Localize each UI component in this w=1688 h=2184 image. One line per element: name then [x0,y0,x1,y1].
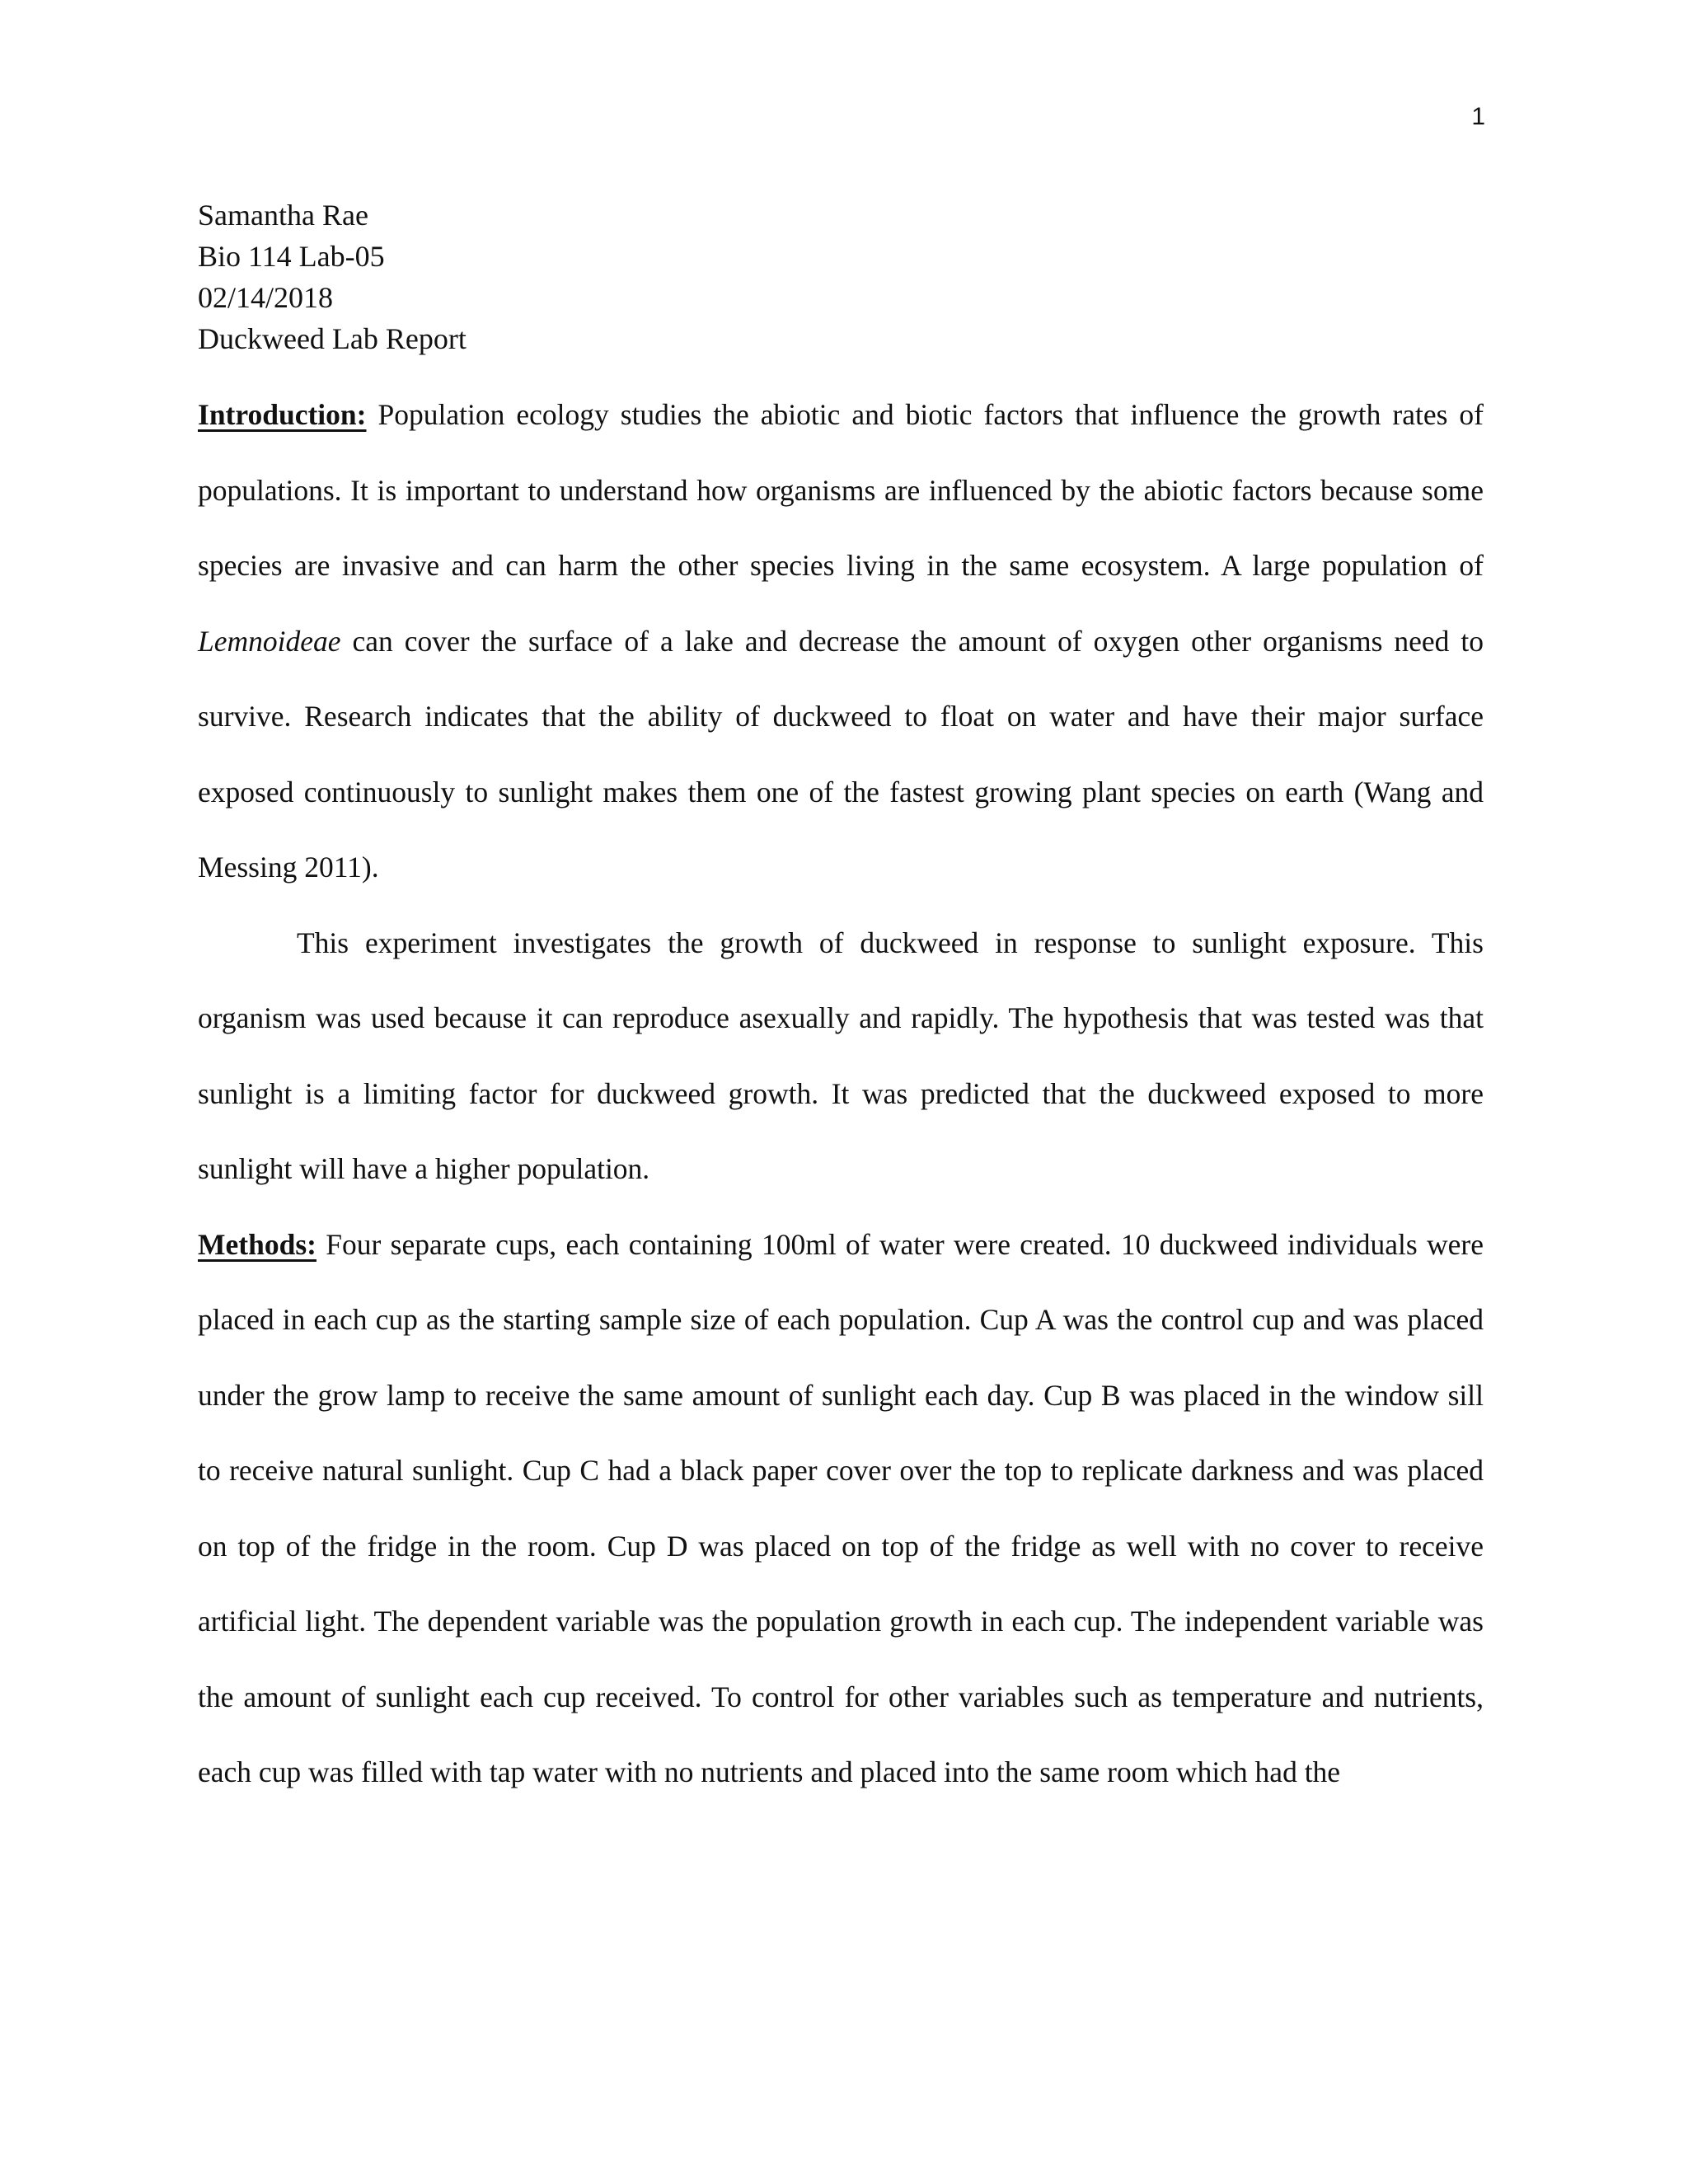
document-body [198,194,1484,1811]
species-name: Lemnoideae [198,624,341,658]
methods-paragraph [198,1207,1484,1811]
course-name: Bio 114 Lab-05 [198,240,385,273]
introduction-paragraph-2: This experiment investigates the growth of duckweed in response to sunlight exposure. This organism was used because it can reproduce asexually and rapidly. The hypothesis that was tested was that sunlight is a limiting factor for duckweed growth. It was predicted that the duckweed exposed to more sunlight will have a higher population. [198,926,1484,1185]
report-text [198,377,1484,1811]
introduction-text-part-1: Population ecology studies the abiotic and biotic factors that influence the growth rates of populations. It is important to understand how organisms are influenced by the abiotic factors because some species are invasive and can harm the other species living in the same ecosystem. A large population of [198,398,1484,582]
report-date: 02/14/2018 [198,281,334,314]
author-name: Samantha Rae [198,199,368,232]
header-block [198,194,1484,359]
methods-text: Four separate cups, each containing 100ml of water were created. 10 duckweed individuals were placed in each cup as the starting sample size of each population. Cup A was the control cup and was placed under the grow lamp to receive the same amount of sunlight each day. Cup B was placed in the window sill to receive natural sunlight. Cup C had a black paper cover over the top to replicate darkness and was placed on top of the fridge in the room. Cup D was placed on top of the fridge as well with no cover to receive artificial light. The dependent variable was the population growth in each cup. The independent variable was the amount of sunlight each cup received. To control for other variables such as temperature and nutrients, each cup was filled with tap water with no nutrients and placed into the same room which had the [198,1227,1484,1788]
methods-heading: Methods: [198,1227,316,1261]
introduction-text-part-2: can cover the surface of a lake and decrease the amount of oxygen other organisms need to survive. Research indicates that the ability of duckweed to float on water and have their major surface exposed continuously to sunlight makes them one of the fastest growing plant species on earth (Wang and Messing 2011). [198,624,1484,883]
report-title: Duckweed Lab Report [198,322,467,355]
introduction-heading: Introduction: [198,398,367,431]
introduction-paragraph-1 [198,377,1484,906]
page-number: 1 [1471,103,1485,130]
